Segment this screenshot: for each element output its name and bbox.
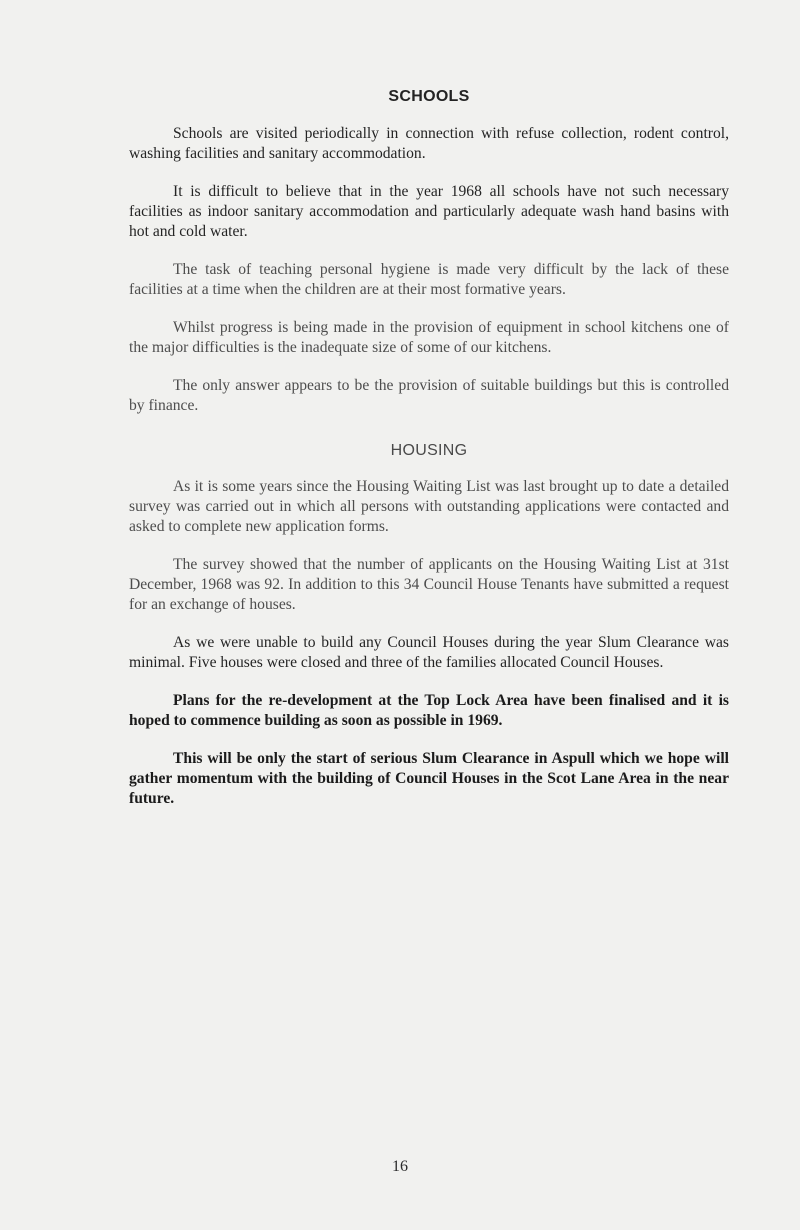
housing-heading: HOUSING [390, 442, 468, 459]
schools-paragraph-1: Schools are visited periodically in connection with refuse collection, rodent control, washing facilities and sanitary accommodation. [129, 125, 729, 162]
schools-paragraph-3: The task of teaching personal hygiene is made very difficult by the lack of these facilities at a time when the children are at their most formative years. [129, 261, 729, 298]
schools-paragraph-4: Whilst progress is being made in the provision of equipment in school kitchens one of the major difficulties is the inadequate size of some of our kitchens. [129, 319, 729, 356]
housing-paragraph-2: The survey showed that the number of applicants on the Housing Waiting List at 31st December, 1968 was 92. In addition to this 34 Council House Tenants have submitted a request for an exchange of houses. [129, 556, 729, 613]
housing-paragraph-1: As it is some years since the Housing Waiting List was last brought up to date a detailed survey was carried out in which all persons with outstanding applications were contacted and asked to complete new application forms. [129, 478, 729, 535]
housing-paragraph-4: Plans for the re-development at the Top Lock Area have been finalised and it is hoped to commence building as soon as possible in 1969. [129, 692, 729, 729]
housing-paragraph-3: As we were unable to build any Council Houses during the year Slum Clearance was minimal. Five houses were closed and three of the families allocated Council Houses. [129, 634, 729, 671]
schools-paragraph-2: It is difficult to believe that in the year 1968 all schools have not such necessary facilities as indoor sanitary accommodation and particularly adequate wash hand basins with hot and cold water. [129, 183, 729, 240]
housing-paragraph-5: This will be only the start of serious Slum Clearance in Aspull which we hope will gather momentum with the building of Council Houses in the Scot Lane Area in the near future. [129, 750, 729, 807]
page-content [129, 88, 729, 827]
schools-paragraph-5: The only answer appears to be the provision of suitable buildings but this is controlled by finance. [129, 377, 729, 414]
page-number: 16 [392, 1158, 408, 1175]
schools-heading: SCHOOLS [388, 88, 470, 105]
